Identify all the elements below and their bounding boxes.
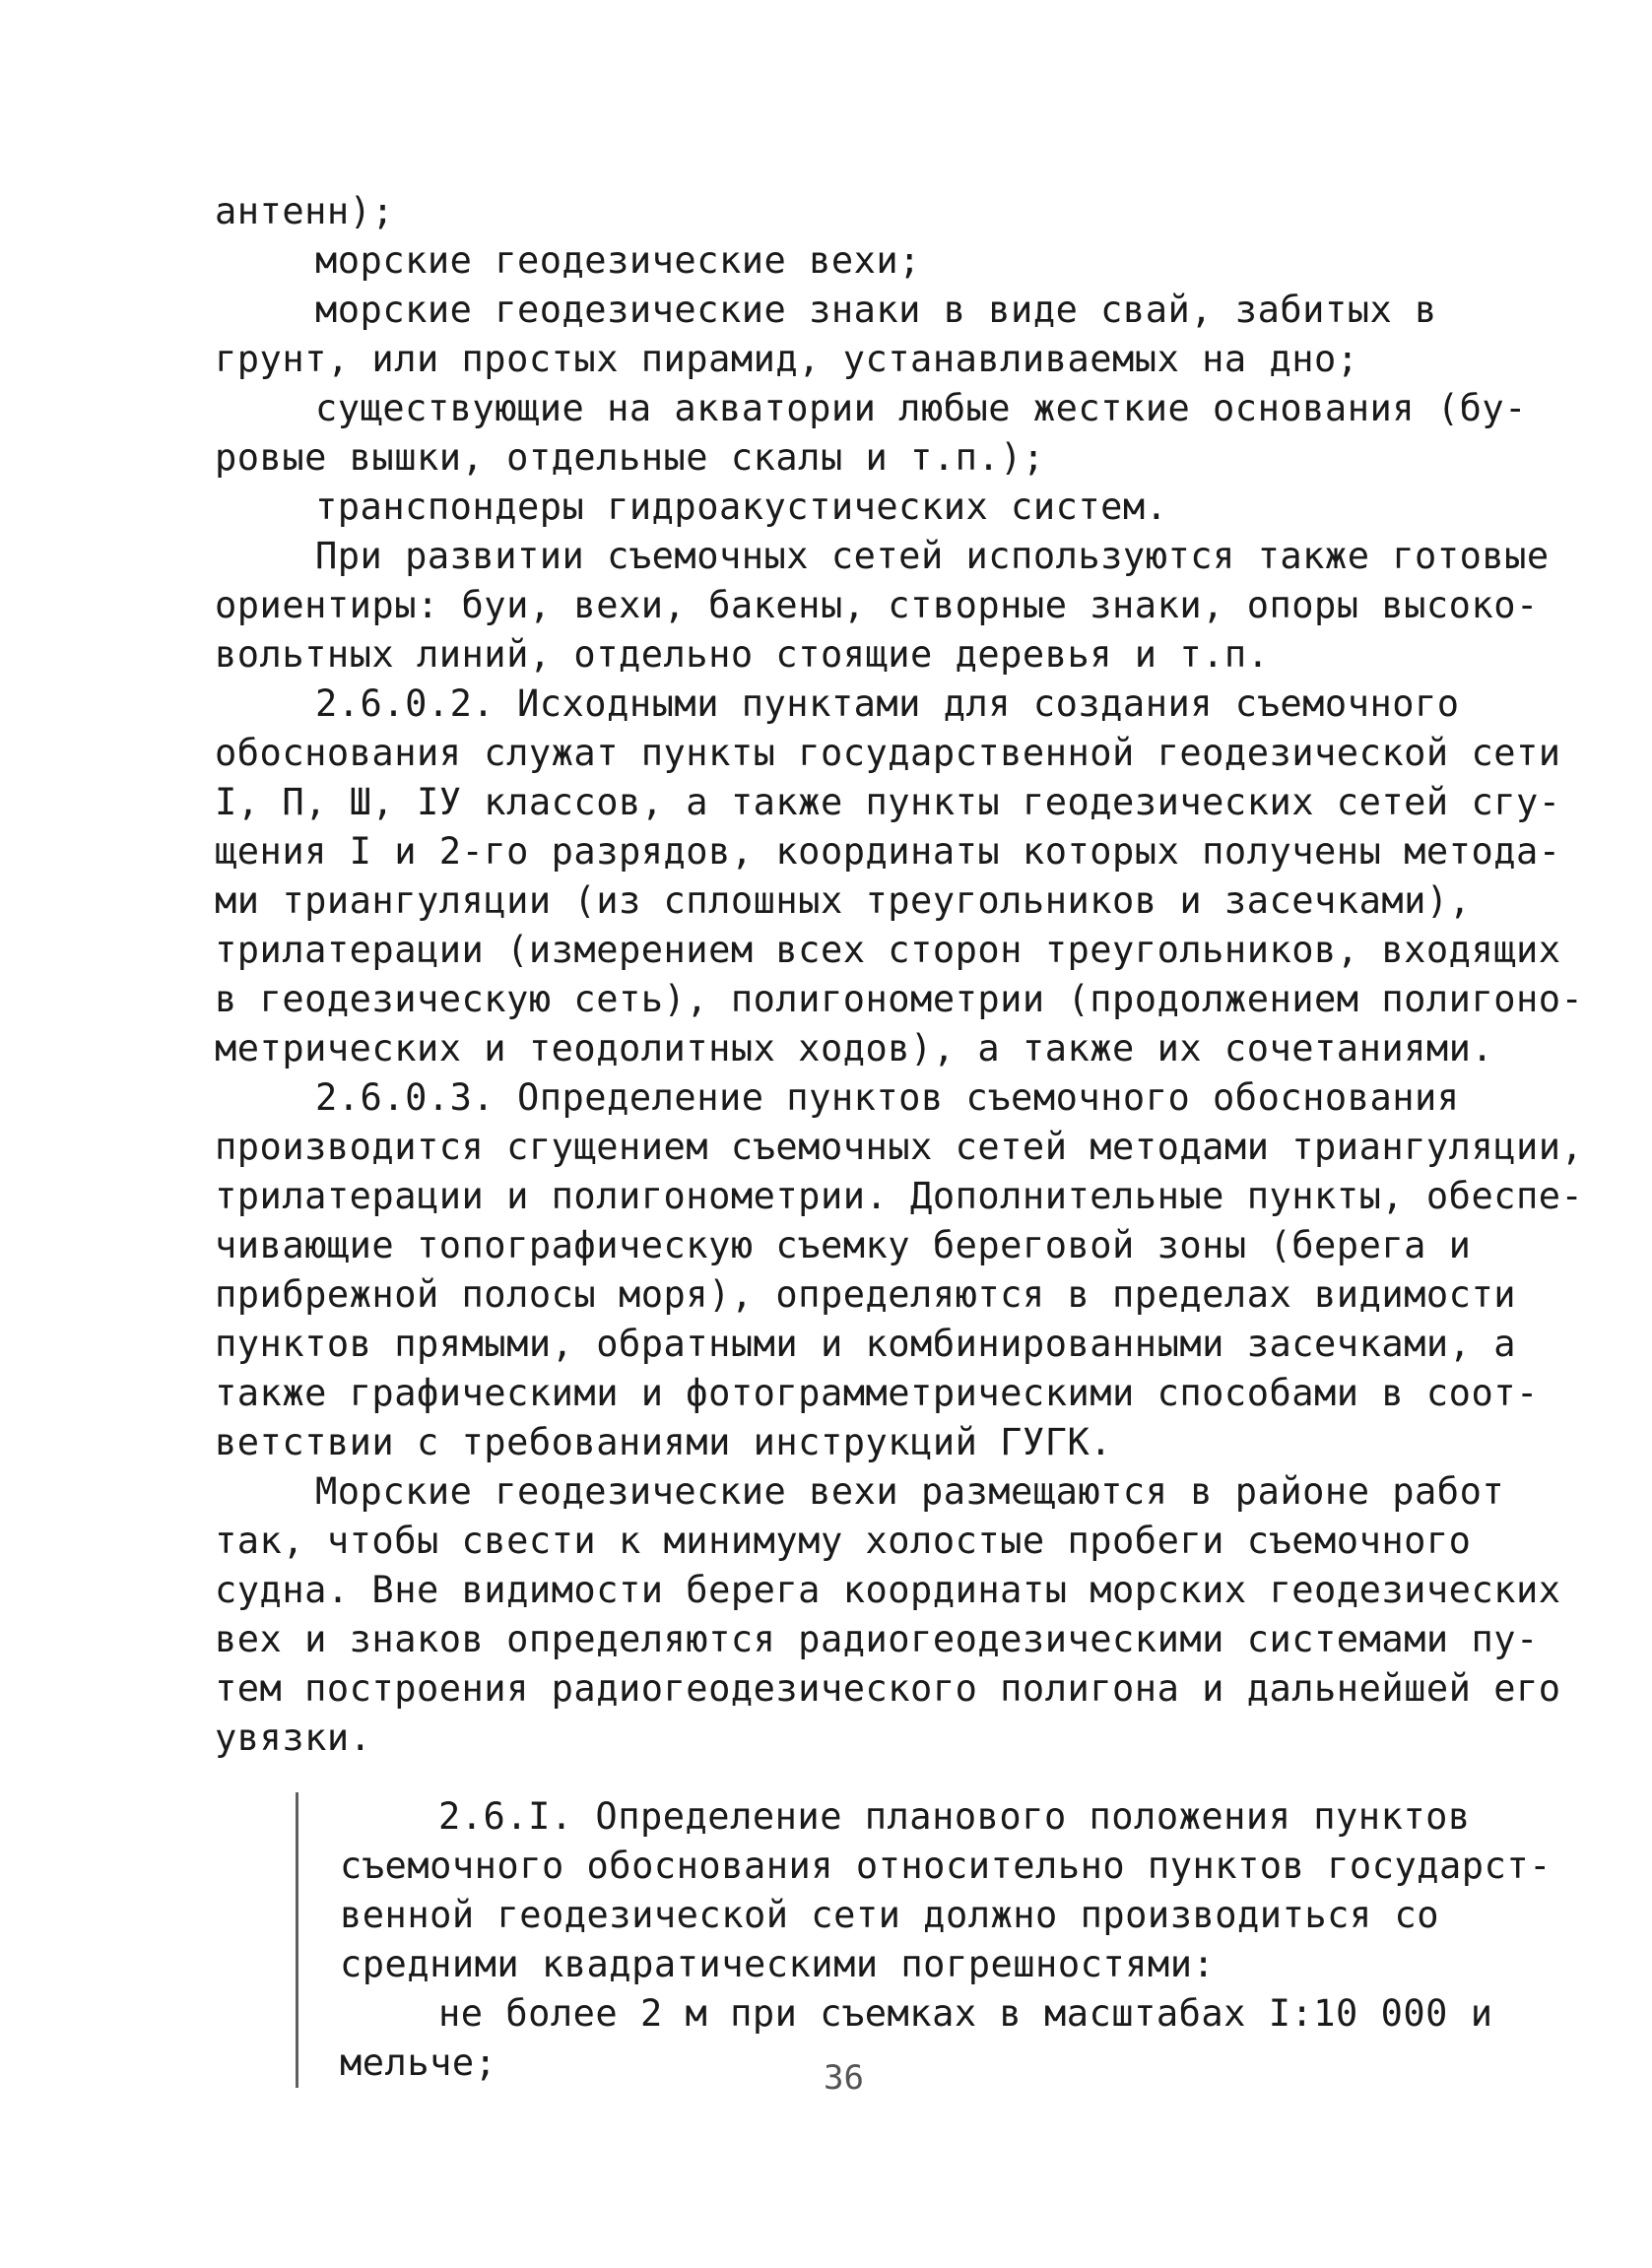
text-line: щения I и 2-го разрядов, координаты которых получены метода- xyxy=(215,830,1561,873)
text-line: не более 2 м при съемках в масштабах I:10 000 и xyxy=(438,1992,1493,2035)
text-line: прибрежной полосы моря), определяются в пределах видимости xyxy=(215,1273,1517,1316)
text-line: так, чтобы свести к минимуму холостые пробеги съемочного xyxy=(215,1520,1472,1562)
text-line: тем построения радиогеодезического полигона и дальнейшей его xyxy=(215,1667,1561,1710)
text-line: чивающие топографическую съемку береговой зоны (берега и xyxy=(215,1224,1472,1266)
text-line: также графическими и фотограмметрическими способами в соот- xyxy=(215,1372,1539,1414)
text-line: ветствии с требованиями инструкций ГУГК. xyxy=(215,1421,1113,1463)
section-heading-line: 2.6.I. Определение планового положения пунктов xyxy=(438,1795,1471,1838)
text-line: в геодезическую сеть), полигонометрии (продолжением полигоно- xyxy=(215,978,1584,1020)
text-line: ровые вышки, отдельные скалы и т.п.); xyxy=(215,436,1045,479)
text-line: ориентиры: буи, вехи, бакены, створные знаки, опоры высоко- xyxy=(215,584,1539,626)
text-line: съемочного обоснования относительно пунктов государст- xyxy=(340,1845,1552,1887)
text-line: вольтных линий, отдельно стоящие деревья и т.п. xyxy=(215,633,1270,676)
text-line: морские геодезические знаки в виде свай, забитых в xyxy=(315,289,1437,331)
text-line: ми триангуляции (из сплошных треугольников и засечками), xyxy=(215,879,1472,922)
text-line: грунт, или простых пирамид, устанавливаемых на дно; xyxy=(215,338,1359,380)
page-number: 36 xyxy=(824,2058,864,2098)
text-line: мельче; xyxy=(340,2041,497,2084)
section-heading-line: 2.6.0.2. Исходными пунктами для создания съемочного xyxy=(315,682,1460,725)
revision-margin-bar xyxy=(296,1792,298,2088)
text-line: вех и знаков определяются радиогеодезическими системами пу- xyxy=(215,1618,1539,1660)
text-line: обоснования служат пункты государственной геодезической сети xyxy=(215,732,1561,774)
text-line: антенн); xyxy=(215,190,395,232)
text-line: судна. Вне видимости берега координаты морских геодезических xyxy=(215,1569,1561,1611)
text-line: венной геодезической сети должно производиться со xyxy=(340,1894,1440,1936)
section-heading-line: 2.6.0.3. Определение пунктов съемочного обоснования xyxy=(315,1076,1460,1119)
text-line: При развитии съемочных сетей используются также готовые xyxy=(315,535,1550,577)
text-line: Морские геодезические вехи размещаются в районе работ xyxy=(315,1470,1505,1513)
text-line: метрических и теодолитных ходов), а также их сочетаниями. xyxy=(215,1027,1494,1069)
text-line: средними квадратическими погрешностями: xyxy=(340,1943,1216,1985)
text-line: морские геодезические вехи; xyxy=(315,239,921,282)
text-line: производится сгущением съемочных сетей методами триангуляции, xyxy=(215,1126,1584,1168)
text-line: пунктов прямыми, обратными и комбинированными засечками, а xyxy=(215,1323,1517,1365)
text-line: I, П, Ш, IУ классов, а также пункты геодезических сетей сгу- xyxy=(215,781,1561,823)
text-line: увязки. xyxy=(215,1717,372,1759)
text-line: транспондеры гидроакустических систем. xyxy=(315,486,1168,528)
text-line: трилатерации (измерением всех сторон треугольников, входящих xyxy=(215,929,1561,971)
text-line: существующие на акватории любые жесткие основания (бу- xyxy=(315,387,1527,429)
text-line: трилатерации и полигонометрии. Дополнительные пункты, обеспе- xyxy=(215,1175,1584,1217)
